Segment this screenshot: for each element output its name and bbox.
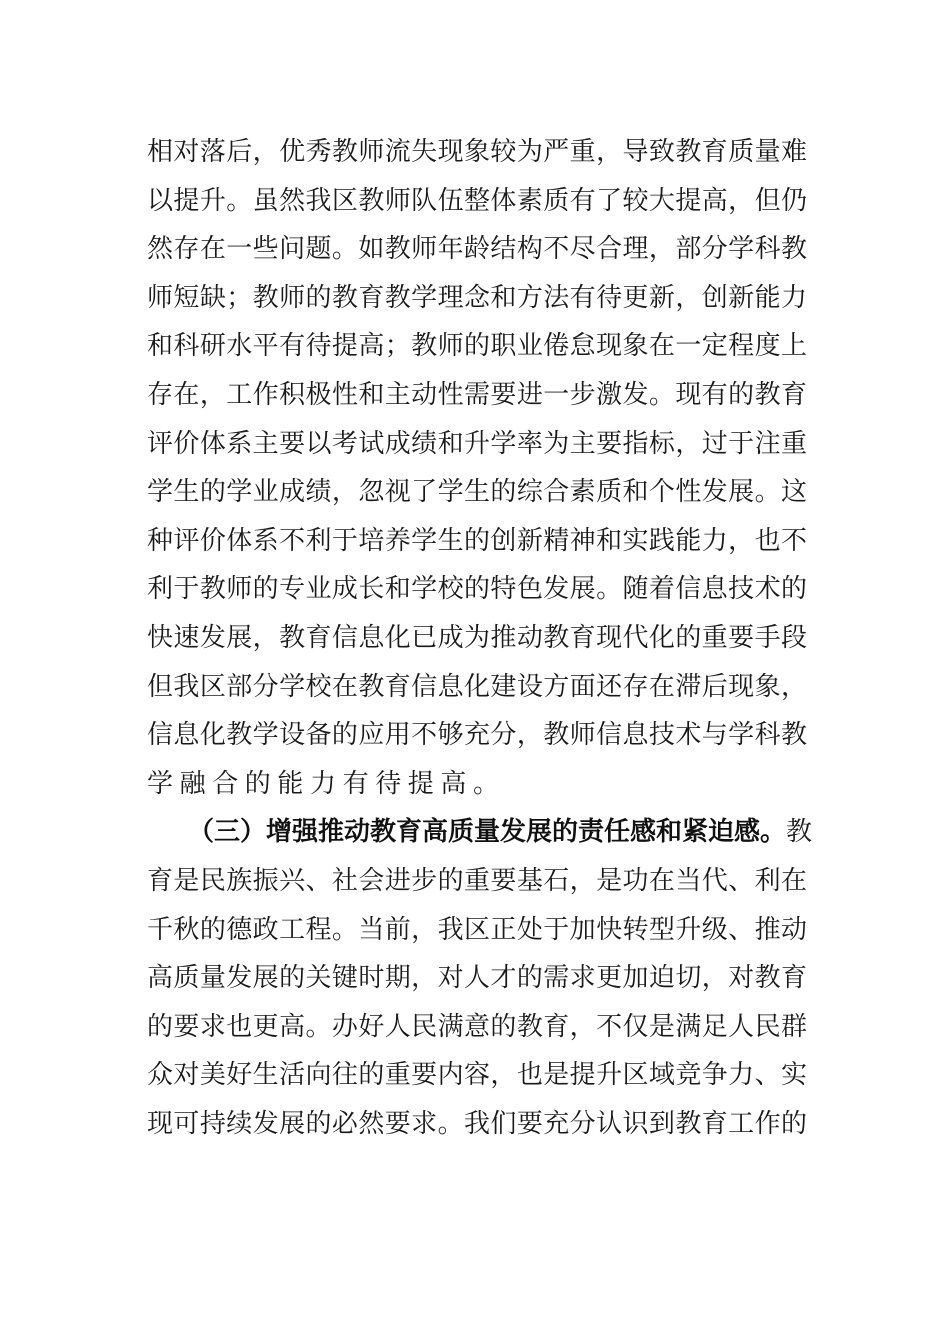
section-heading: （三）增强推动教育高质量发展的责任感和紧迫感。 [188,817,787,848]
text-line-content: 但我区部分学校在教育信息化建设方面还存在滞后现象， [147,671,807,702]
text-line-content: 和科研水平有待提高；教师的职业倦怠现象在一定程度上 [147,331,807,362]
text-line-content: 高质量发展的关键时期，对人才的需求更加迫切，对教育 [147,963,807,994]
text-line-content: 相对落后，优秀教师流失现象较为严重，导致教育质量难 [147,137,807,167]
text-line [147,420,807,469]
text-line-content: 育是民族振兴、社会进步的重要基石，是功在当代、利在 [147,865,807,896]
text-line [147,371,807,420]
text-line [147,1003,807,1052]
text-line-content: 师短缺；教师的教育教学理念和方法有待更新，创新能力 [147,282,807,313]
text-line-content: 的要求也更高。办好人民满意的教育，不仅是满足人民群 [147,1011,807,1042]
text-line [147,565,807,614]
text-line-content: 学生的学业成绩，忽视了学生的综合素质和个性发展。这 [147,477,807,508]
text-line [147,711,807,760]
text-line [147,225,807,274]
text-line [147,954,807,1003]
text-line-content: 快速发展，教育信息化已成为推动教育现代化的重要手段 [147,622,807,653]
text-line [147,128,807,177]
text-line [147,760,807,809]
document-body [147,128,813,1148]
text-line [147,177,807,226]
text-line [147,468,807,517]
text-line-content: 以提升。虽然我区教师队伍整体素质有了较大提高，但仍 [147,185,807,216]
text-line-content: 信息化教学设备的应用不够充分，教师信息技术与学科教 [147,720,807,751]
heading-line [147,808,813,857]
paragraph-2 [147,808,813,1148]
text-line-content: 千秋的德政工程。当前，我区正处于加快转型升级、推动 [147,914,807,945]
text-line [147,857,807,906]
text-line [147,1100,807,1149]
text-line [147,614,807,663]
text-line-content: 现可持续发展的必然要求。我们要充分认识到教育工作的 [147,1108,807,1139]
text-line [147,1051,807,1100]
text-line [147,663,807,712]
text-line-content: 存在，工作积极性和主动性需要进一步激发。现有的教育 [147,379,807,410]
text-line-content: 利于教师的专业成长和学校的特色发展。随着信息技术的 [147,574,807,605]
paragraph-1 [147,128,807,808]
text-line-content: 然存在一些问题。如教师年龄结构不尽合理，部分学科教 [147,234,807,265]
text-line [147,906,807,955]
text-line-content: 种评价体系不利于培养学生的创新精神和实践能力，也不 [147,525,807,556]
text-line-content: 评价体系主要以考试成绩和升学率为主要指标，过于注重 [147,428,807,459]
text-line [147,322,807,371]
text-line-content: 学融合的能力有待提高。 [147,768,506,799]
heading-line-tail: 教 [786,817,813,848]
text-line [147,274,807,323]
text-line-content: 众对美好生活向往的重要内容，也是提升区域竞争力、实 [147,1060,807,1091]
text-line [147,517,807,566]
